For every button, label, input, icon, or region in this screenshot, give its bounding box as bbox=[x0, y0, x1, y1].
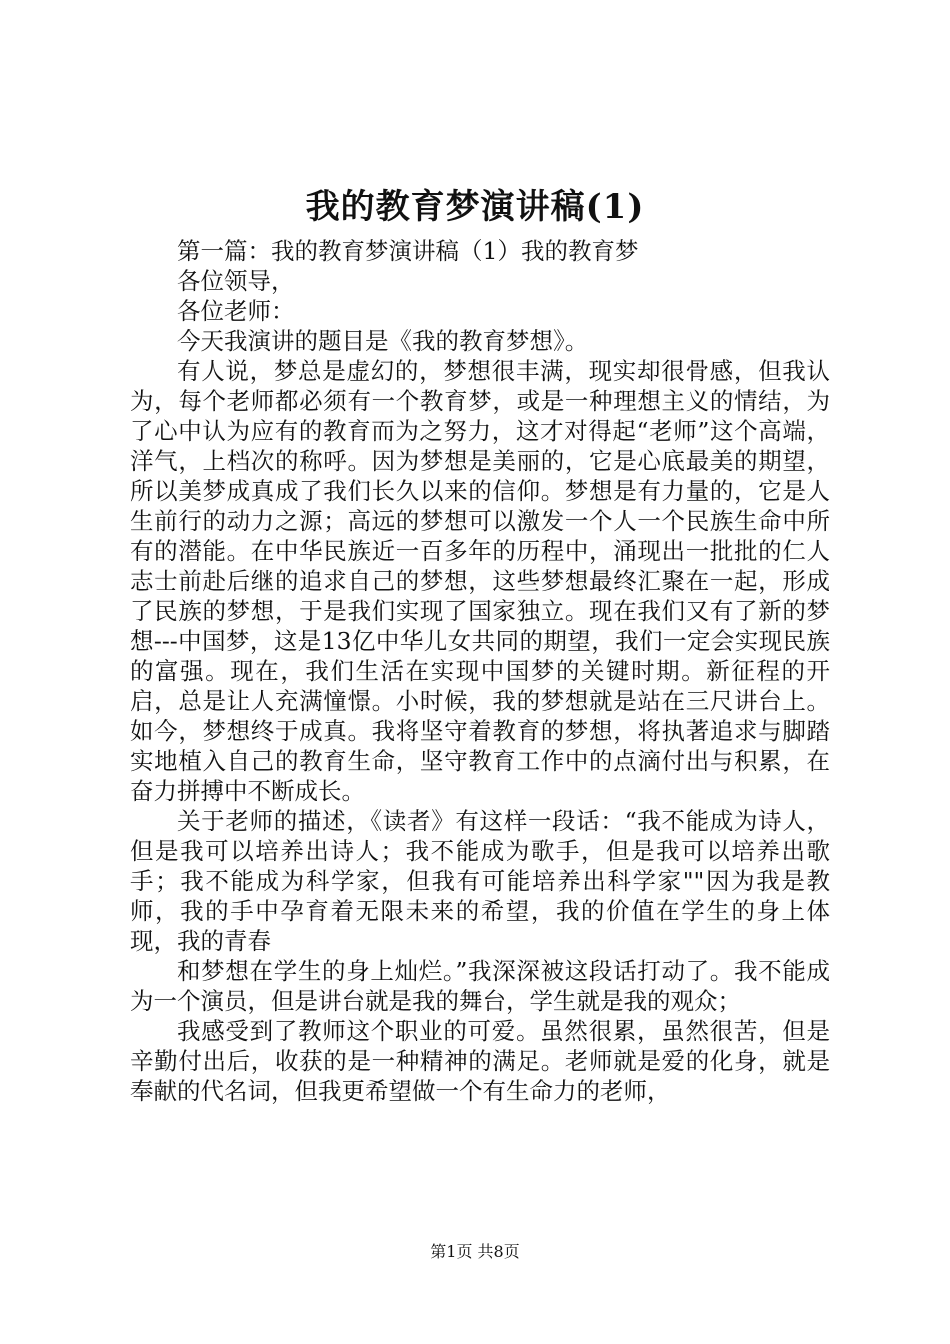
document-title: 我的教育梦演讲稿(1) bbox=[305, 187, 645, 227]
paragraph-salutation-leaders: 各位领导， bbox=[177, 267, 295, 295]
document-body bbox=[130, 236, 830, 1106]
paragraph-reader-quote: 关于老师的描述，《读者》有这样一段话：“我不能成为诗人，但是我可以培养出诗人；我不能成为歌手，但是我可以培养出歌手；我不能成为科学家，但我有可能培养出科学家""因为我是教师，我的手中孕育着无限未来的希望，我的价值在学生的身上体现，我的青春 bbox=[130, 807, 830, 955]
paragraph-heading: 第一篇：我的教育梦演讲稿（1）我的教育梦 bbox=[177, 237, 639, 265]
paragraph-dream: 有人说，梦总是虚幻的，梦想很丰满，现实却很骨感，但我认为，每个老师都必须有一个教育梦，或是一种理想主义的情结，为了心中认为应有的教育而为之努力，这才对得起“老师”这个高端，洋气，上档次的称呼。因为梦想是美丽的，它是心底最美的期望，所以美梦成真成了我们长久以来的信仰。梦想是有力量的，它是人生前行的动力之源；高远的梦想可以激发一个人一个民族生命中所有的潜能。在中华民族近一百多年的历程中，涌现出一批批的仁人志士前赴后继的追求自己的梦想，这些梦想最终汇聚在一起，形成了民族的梦想，于是我们实现了国家独立。现在我们又有了新的梦想---中国梦，这是13亿中华儿女共同的期望，我们一定会实现民族的富强。现在，我们生活在实现中国梦的关键时期。新征程的开启，总是让人充满憧憬。小时候，我的梦想就是站在三尺讲台上。如今，梦想终于成真。我将坚守着教育的梦想，将执著追求与脚踏实地植入自己的教育生命，坚守教育工作中的点滴付出与积累，在奋力拼搏中不断成长。 bbox=[130, 357, 830, 805]
paragraph-salutation-teachers: 各位老师： bbox=[177, 297, 295, 325]
paragraph-topic: 今天我演讲的题目是《我的教育梦想》。 bbox=[177, 327, 589, 355]
paragraph-profession: 我感受到了教师这个职业的可爱。虽然很累，虽然很苦，但是辛勤付出后，收获的是一种精神的满足。老师就是爱的化身，就是奉献的代名词，但我更希望做一个有生命力的老师， bbox=[130, 1017, 830, 1105]
paragraph-stage: 和梦想在学生的身上灿烂。”我深深被这段话打动了。我不能成为一个演员，但是讲台就是我的舞台，学生就是我的观众； bbox=[130, 957, 830, 1015]
page-footer: 第1页 共8页 bbox=[430, 1242, 520, 1261]
